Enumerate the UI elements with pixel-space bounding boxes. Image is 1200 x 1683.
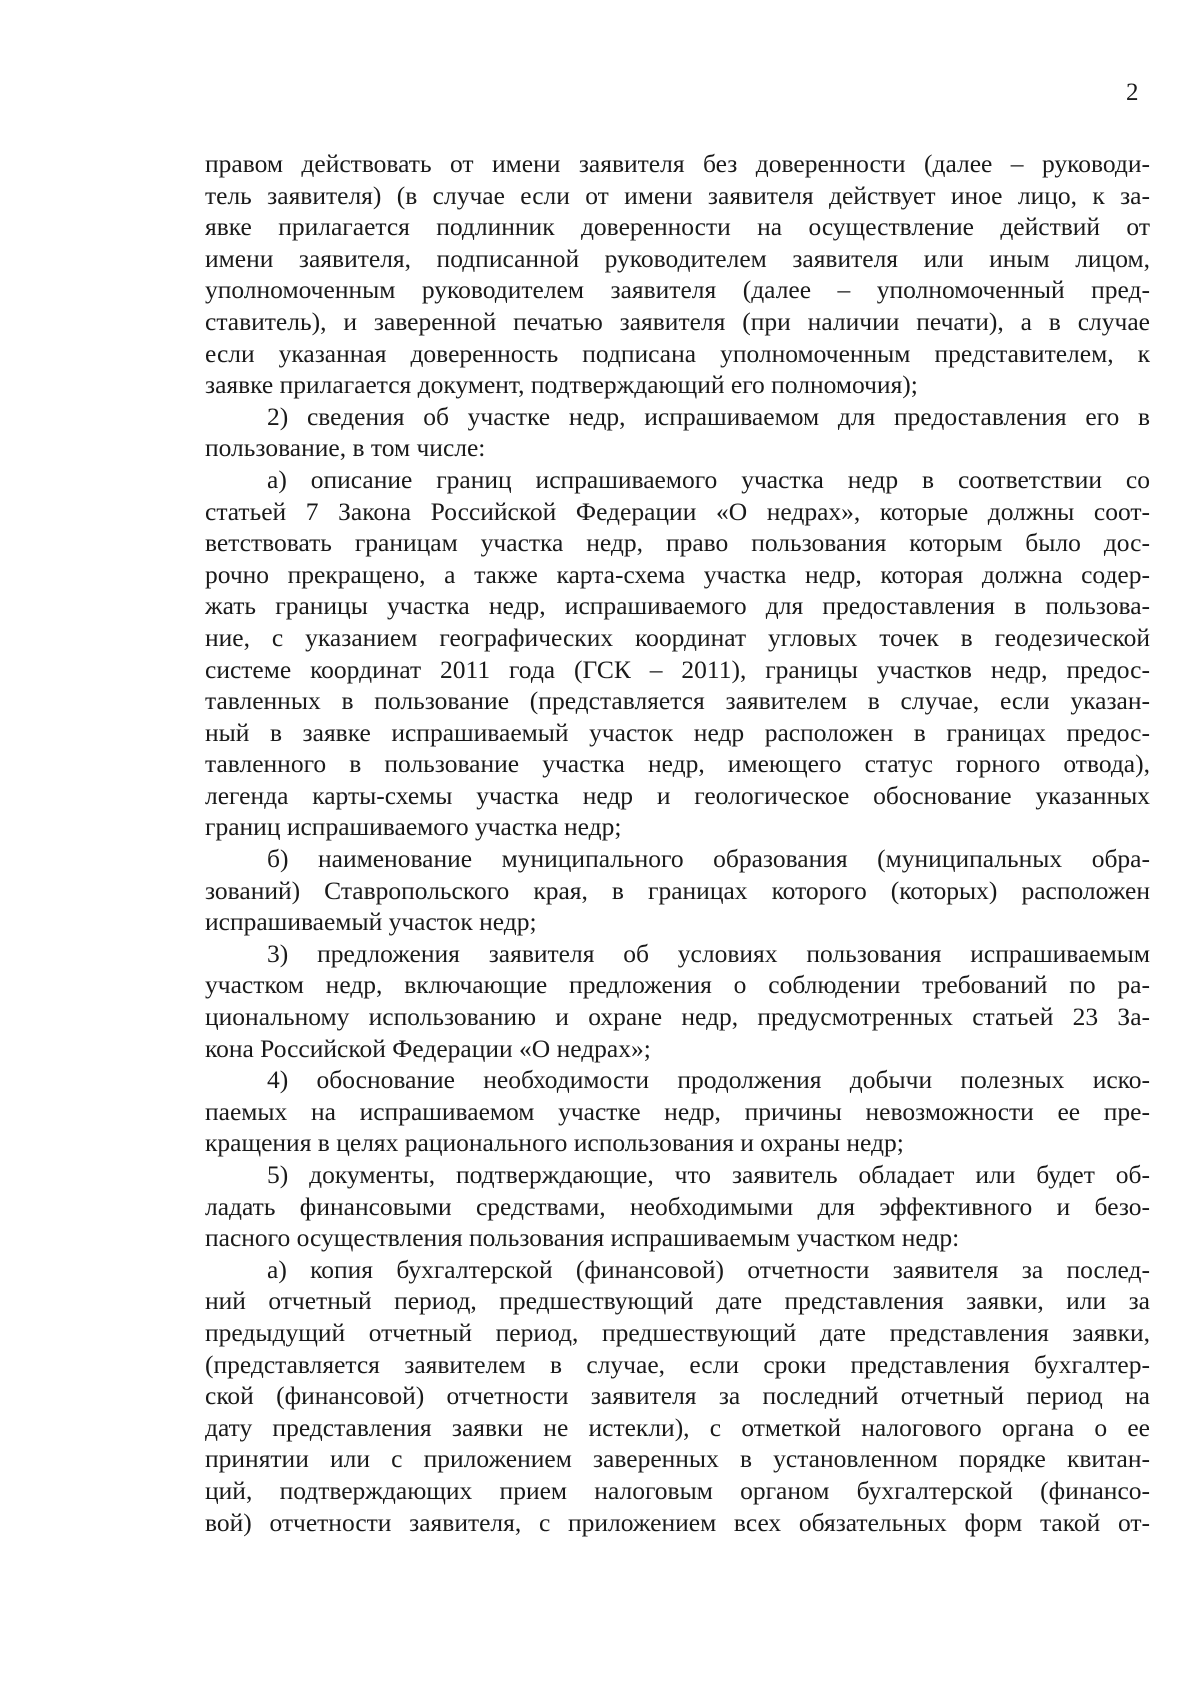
- text-line: 2) сведения об участке недр, испрашиваемом для предоставления его в: [267, 401, 1150, 431]
- text-line: ний отчетный период, предшествующий дате представления заявки, или за: [205, 1286, 1150, 1316]
- text-line: участком недр, включающие предложения о соблюдении требований по ра-: [205, 970, 1150, 1000]
- text-line: циональному использованию и охране недр, предусмотренных статьей 23 За-: [205, 1002, 1150, 1032]
- text-line: имени заявителя, подписанной руководителем заявителя или иным лицом,: [205, 243, 1150, 273]
- text-line: тавленных в пользование (представляется заявителем в случае, если указан-: [205, 686, 1150, 716]
- text-line: вой) отчетности заявителя, с приложением всех обязательных форм такой от-: [205, 1507, 1150, 1537]
- text-line: заявке прилагается документ, подтверждающий его полномочия);: [205, 370, 918, 400]
- text-line: испрашиваемый участок недр;: [205, 907, 537, 937]
- text-line: дату представления заявки не истекли), с отметкой налогового органа о ее: [205, 1412, 1150, 1442]
- text-line: предыдущий отчетный период, предшествующий дате представления заявки,: [205, 1317, 1150, 1347]
- text-line: ладать финансовыми средствами, необходимыми для эффективного и безо-: [205, 1191, 1150, 1221]
- text-line: кона Российской Федерации «О недрах»;: [205, 1033, 651, 1063]
- text-line: статьей 7 Закона Российской Федерации «О недрах», которые должны соот-: [205, 496, 1150, 526]
- text-line: ный в заявке испрашиваемый участок недр расположен в границах предос-: [205, 717, 1150, 747]
- text-line: ций, подтверждающих прием налоговым органом бухгалтерской (финансо-: [205, 1475, 1150, 1505]
- text-line: пользование, в том числе:: [205, 433, 486, 463]
- text-line: 3) предложения заявителя об условиях пользования испрашиваемым: [267, 938, 1150, 968]
- text-line: правом действовать от имени заявителя без доверенности (далее – руководи-: [205, 149, 1150, 178]
- text-line: а) описание границ испрашиваемого участка недр в соответствии со: [267, 464, 1150, 494]
- text-line: пасного осуществления пользования испрашиваемым участком недр:: [205, 1223, 960, 1253]
- text-line: 4) обоснование необходимости продолжения добычи полезных иско-: [267, 1065, 1150, 1095]
- text-line: границ испрашиваемого участка недр;: [205, 812, 622, 842]
- text-line: ставитель), и заверенной печатью заявителя (при наличии печати), а в случае: [205, 306, 1150, 336]
- text-line: ской (финансовой) отчетности заявителя за последний отчетный период на: [205, 1381, 1150, 1411]
- text-line: ветствовать границам участка недр, право пользования которым было дос-: [205, 528, 1150, 558]
- text-line: зований) Ставропольского края, в границах которого (которых) расположен: [205, 875, 1150, 905]
- text-line: ние, с указанием географических координат угловых точек в геодезической: [205, 622, 1150, 652]
- text-line: уполномоченным руководителем заявителя (далее – уполномоченный пред-: [205, 275, 1150, 305]
- text-line: кращения в целях рационального использования и охраны недр;: [205, 1128, 904, 1158]
- text-line: а) копия бухгалтерской (финансовой) отчетности заявителя за послед-: [267, 1254, 1150, 1284]
- text-line: принятии или с приложением заверенных в установленном порядке квитан-: [205, 1444, 1150, 1474]
- text-line: жать границы участка недр, испрашиваемого для предоставления в пользова-: [205, 591, 1150, 621]
- text-line: (представляется заявителем в случае, если сроки представления бухгалтер-: [205, 1349, 1150, 1379]
- text-line: если указанная доверенность подписана уполномоченным представителем, к: [205, 338, 1150, 368]
- page-number: 2: [1126, 79, 1139, 106]
- text-line: явке прилагается подлинник доверенности на осуществление действий от: [205, 212, 1150, 242]
- document-body: [205, 148, 1150, 1538]
- text-line: легенда карты-схемы участка недр и геологическое обоснование указанных: [205, 780, 1150, 810]
- text-line: тель заявителя) (в случае если от имени заявителя действует иное лицо, к за-: [205, 180, 1150, 210]
- text-line: 5) документы, подтверждающие, что заявитель обладает или будет об-: [267, 1160, 1150, 1189]
- text-line: тавленного в пользование участка недр, имеющего статус горного отвода),: [205, 749, 1150, 779]
- text-line: системе координат 2011 года (ГСК – 2011), границы участков недр, предос-: [205, 654, 1150, 684]
- text-line: б) наименование муниципального образования (муниципальных обра-: [267, 844, 1150, 874]
- text-line: паемых на испрашиваемом участке недр, причины невозможности ее пре-: [205, 1096, 1150, 1126]
- text-line: рочно прекращено, а также карта-схема участка недр, которая должна содер-: [205, 559, 1150, 589]
